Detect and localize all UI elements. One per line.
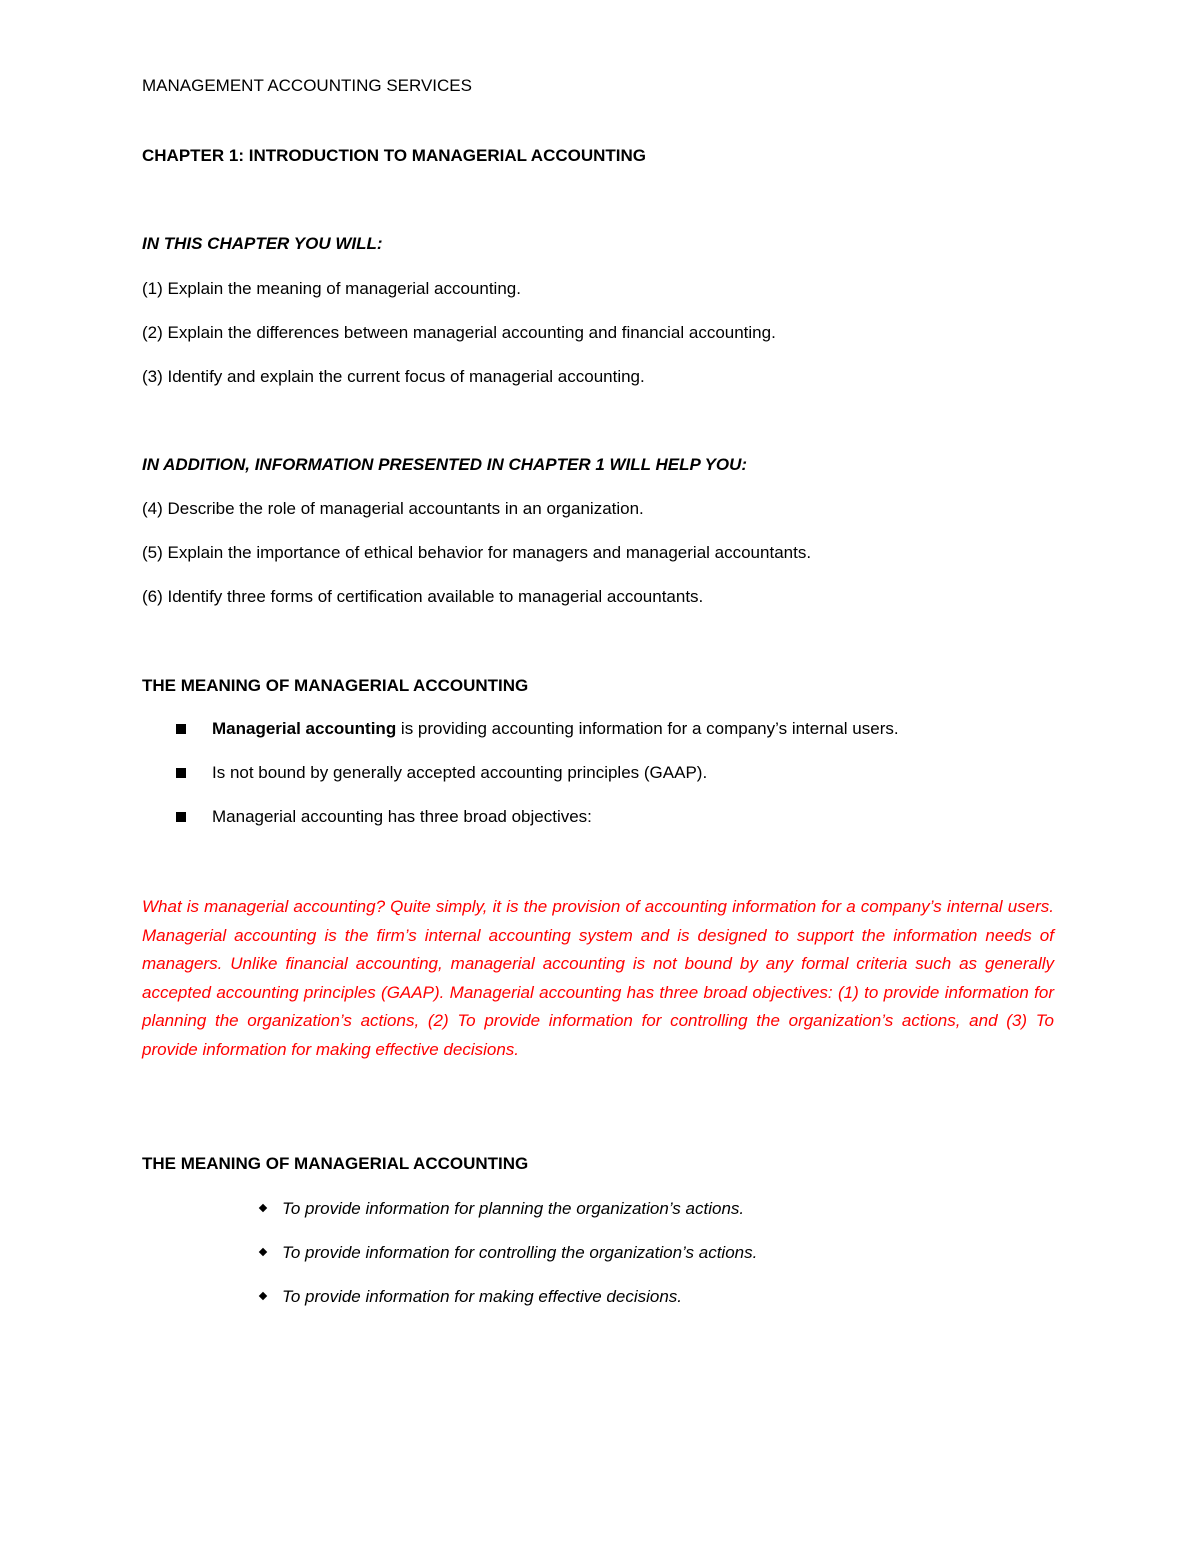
diamond-bullet-icon bbox=[259, 1203, 267, 1211]
diamond-bullet-icon bbox=[259, 1291, 267, 1299]
list-item-text: To provide information for planning the organization’s actions. bbox=[282, 1199, 745, 1218]
square-bullet-icon bbox=[176, 768, 186, 778]
square-bullet-icon bbox=[176, 812, 186, 822]
square-bullet-icon bbox=[176, 724, 186, 734]
term-bold: Managerial accounting bbox=[212, 719, 397, 738]
objective-item: (2) Explain the differences between managerial accounting and financial accounting. bbox=[142, 323, 776, 342]
explanation-paragraph: What is managerial accounting? Quite simply, it is the provision of accounting information for a company’s internal users. Managerial accounting is the firm’s internal accounting system and is designed to support the information needs of managers. Unlike financial accounting, managerial accounting is not bound by any formal criteria such as generally accepted accounting principles (GAAP). Managerial accounting has three broad objectives: (1) to provide information for planning the organization’s actions, (2) To provide information for controlling the organization’s actions, and (3) To provide information for making effective decisions. bbox=[142, 897, 1054, 1059]
list-item bbox=[176, 806, 592, 828]
list-item-text: Is not bound by generally accepted accounting principles (GAAP). bbox=[212, 763, 708, 782]
section-heading: THE MEANING OF MANAGERIAL ACCOUNTING bbox=[142, 676, 529, 695]
list-item bbox=[176, 762, 707, 784]
list-item bbox=[260, 1286, 682, 1308]
list-item bbox=[260, 1198, 744, 1220]
chapter-title: CHAPTER 1: INTRODUCTION TO MANAGERIAL ACCOUNTING bbox=[142, 146, 647, 165]
additional-heading: IN ADDITION, INFORMATION PRESENTED IN CHAPTER 1 WILL HELP YOU: bbox=[142, 455, 748, 474]
objective-item: (1) Explain the meaning of managerial accounting. bbox=[142, 279, 521, 298]
objective-item: (3) Identify and explain the current focus of managerial accounting. bbox=[142, 367, 645, 386]
objectives-heading: IN THIS CHAPTER YOU WILL: bbox=[142, 234, 383, 253]
additional-item: (6) Identify three forms of certification available to managerial accountants. bbox=[142, 587, 704, 606]
additional-item: (4) Describe the role of managerial accountants in an organization. bbox=[142, 499, 644, 518]
list-item-text: To provide information for making effective decisions. bbox=[282, 1287, 683, 1306]
section-heading: THE MEANING OF MANAGERIAL ACCOUNTING bbox=[142, 1154, 529, 1173]
additional-item: (5) Explain the importance of ethical behavior for managers and managerial accountants. bbox=[142, 543, 812, 562]
list-item-text: To provide information for controlling the organization’s actions. bbox=[282, 1243, 758, 1262]
list-item-text: Managerial accounting has three broad objectives: bbox=[212, 807, 592, 826]
running-header: MANAGEMENT ACCOUNTING SERVICES bbox=[142, 76, 472, 95]
diamond-bullet-icon bbox=[259, 1247, 267, 1255]
list-item bbox=[176, 718, 899, 740]
list-item bbox=[260, 1242, 757, 1264]
list-item-text: is providing accounting information for a company’s internal users. bbox=[396, 719, 899, 738]
